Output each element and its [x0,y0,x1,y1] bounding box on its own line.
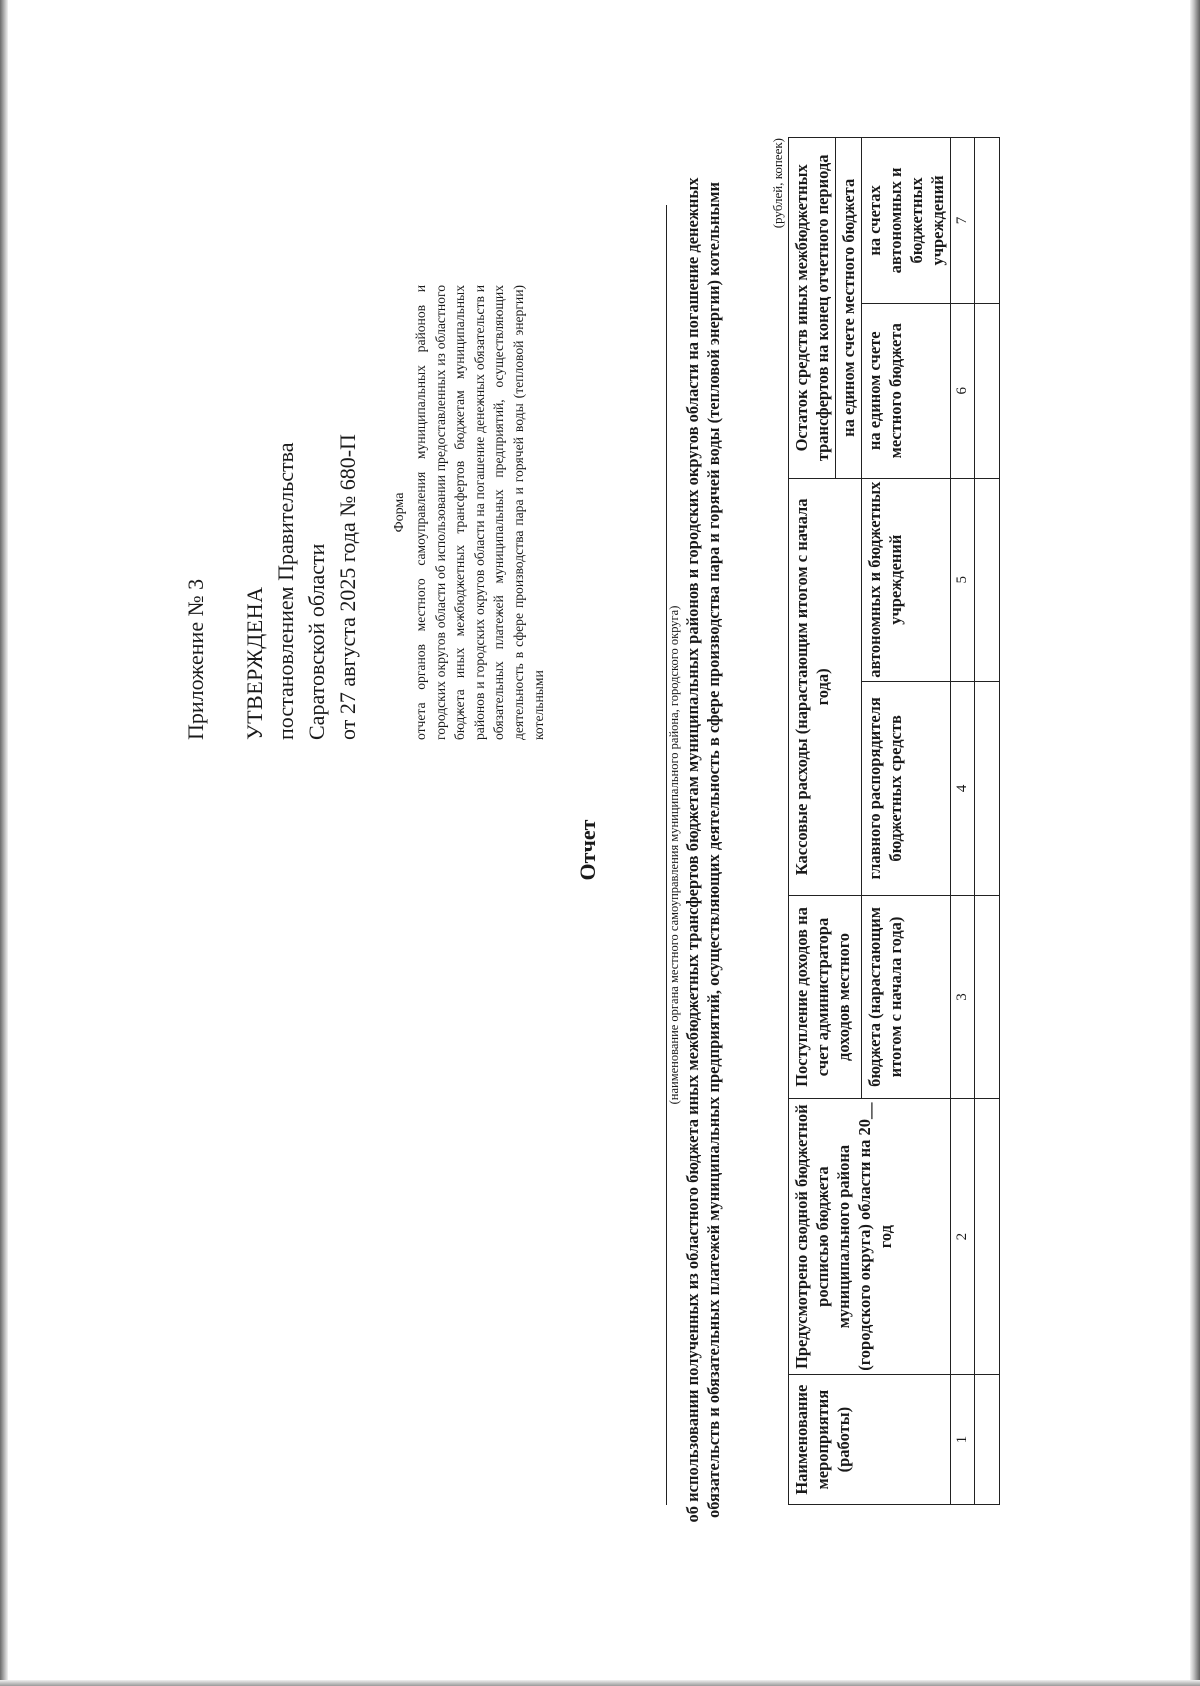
approval-line-2: Саратовской области [304,543,329,740]
table-cell [975,138,1000,304]
form-block [392,285,548,740]
approval-block [180,140,363,740]
column-number: 7 [951,138,975,304]
header-row-1 [789,138,836,1505]
form-label: Форма [392,492,407,533]
header-balance: Остаток средств иных межбюджетных трансфертов на конец отчетного периода [789,138,836,479]
report-subject: об использовании полученных из областного бюджета иных межбюджетных трансфертов бюджетам муниципальных районов и городских округов области на погашение денежных обязательств и обязательных платежей муниципальных предприятий, осуществляющих деятельность в сфере производства пара и горячей воды (тепловой энергии) котельными [683,177,723,1523]
table-cell [975,478,1000,681]
header-col-3-bottom: бюджета (нарастающим итогом с начала года) [862,895,951,1098]
column-number: 4 [951,681,975,895]
header-cash-expenses: Кассовые расходы (нарастающим итогом с начала года) [789,478,862,895]
header-col-5: автономных и бюджетных учреждений [862,478,951,681]
header-col-1: Наименование мероприятия (работы) [789,1375,951,1505]
header-col-4: главного распорядителя бюджетных средств [862,681,951,895]
column-numbers-row [951,138,975,1505]
table-cell [975,895,1000,1098]
header-col-6: на едином счете местного бюджета [862,303,951,478]
rotated-page [170,100,1120,1600]
org-name-caption: (наименование органа местного самоуправления муниципального района, городского округа) [667,605,681,1105]
approval-line-3: от 27 августа 2025 года № 680-П [335,434,360,740]
report-title: Отчет [575,819,600,881]
table-cell [975,303,1000,478]
scan-edge-right [1190,0,1200,1686]
table-cell [975,1098,1000,1374]
table-cell [975,1375,1000,1505]
header-col-7: на счетах автономных и бюджетных учреждений [862,138,951,304]
appendix-number: Приложение № 3 [183,578,208,740]
column-number: 6 [951,303,975,478]
column-number: 5 [951,478,975,681]
column-number: 3 [951,895,975,1098]
report-table [788,137,1000,1505]
scan-edge-bottom [0,1680,1200,1686]
header-col-2: Предусмотрено сводной бюджетной росписью бюджета муниципального района (городского округа) области на 20__ год [789,1098,951,1374]
empty-row [975,138,1000,1505]
approval-line-1: постановлением Правительства [273,442,298,740]
table-cell [975,681,1000,895]
column-number: 1 [951,1375,975,1505]
units-note: (рублей, копеек) [770,138,785,229]
header-balance-sub: на едином счете местного бюджета [836,138,862,479]
column-number: 2 [951,1098,975,1374]
form-description: отчета органов местного самоуправления муниципальных районов и городских округов области об использовании предоставленных из областного бюджета иных межбюджетных трансфертов бюджетам муниципальных районов и городских округов области на погашение денежных обязательств и обязательных платежей муниципальных предприятий, осуществляющих деятельность в сфере производства пара и горячей воды (тепловой энергии) котельными [413,285,546,740]
header-col-3-top: Поступление доходов на счет администратора доходов местного [789,895,862,1098]
approved-heading: УТВЕРЖДЕНА [242,586,267,740]
scan-edge-left [0,0,8,1686]
